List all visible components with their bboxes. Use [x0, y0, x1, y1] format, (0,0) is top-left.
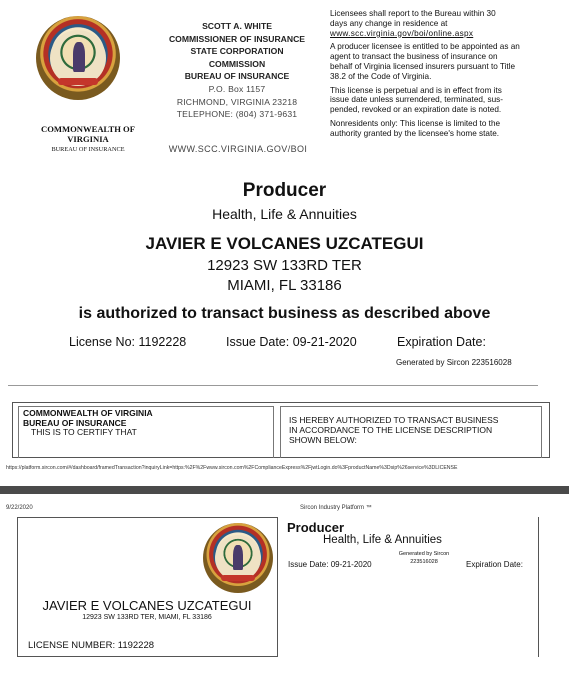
po-box: P.O. Box 1157 — [208, 83, 266, 94]
bureau-name: BUREAU OF INSURANCE — [184, 71, 290, 82]
commissioner-name: SCOTT A. WHITE — [202, 21, 272, 31]
card-license-type: Producer — [287, 520, 345, 535]
license-type: Producer — [242, 180, 327, 201]
generated-by: Generated by Sircon 223516028 — [396, 358, 512, 367]
expiration-date: Expiration Date: — [397, 335, 486, 349]
card-license-number: LICENSE NUMBER: 1192228 — [28, 640, 155, 651]
commissioner-title: COMMISSIONER OF INSURANCE — [168, 33, 306, 44]
certificate-left: COMMONWEALTH OF VIRGINIA BUREAU OF INSURANCE THIS IS TO CERTIFY THAT — [18, 406, 274, 458]
licensee-address1: 12923 SW 133RD TER — [207, 257, 362, 274]
virginia-seal-logo — [36, 16, 120, 100]
city: RICHMOND, VIRGINIA 23218 — [176, 96, 298, 107]
card-issue-date: Issue Date: 09-21-2020 — [288, 560, 372, 569]
page-break-band — [0, 486, 569, 494]
license-number: License No: 1192228 — [69, 335, 187, 349]
divider — [8, 385, 538, 386]
print-platform: Sircon Industry Platform ™ — [300, 505, 372, 511]
authorized-statement: is authorized to transact business as described above — [78, 305, 491, 322]
bureau-small-label: BUREAU OF INSURANCE — [51, 146, 125, 153]
print-date: 9/22/2020 — [6, 505, 33, 511]
notices: Licensees shall report to the Bureau within 30 days any change in residence at www.scc.virginia.gov/boi/online.aspx A producer licensee is entitled to be appointed as an agent to transact the business of insurance on behalf of Virginia licensed insurers pursuant to Title 38.2 of the Code of Virginia. This license is perpetual and is in effect from its issue date unless surrendered, terminated, sus- pended, revoked or an expiration date is noted. Nonresidents only: This license is limited to the authority granted by the licensee's home state. — [330, 9, 566, 139]
phone: TELEPHONE: (804) 371-9631 — [176, 109, 298, 120]
licensee-name: JAVIER E VOLCANES UZCATEGUI — [145, 234, 424, 253]
card-licensee-name: JAVIER E VOLCANES UZCATEGUI — [42, 598, 252, 613]
commission-info — [152, 20, 322, 121]
state-title: COMMONWEALTH OF VIRGINIA — [41, 124, 135, 144]
print-footer-url[interactable]: https://platform.sircon.com/#/dashboard/framedTransaction?inquiryLink=https:%2F%2Fwww.sircon.com%2FComplianceExpress%2FjwtLogin.do%3FproductName%3Dsip%26service%3DLICENSE — [6, 465, 458, 471]
online-notice-link[interactable]: www.scc.virginia.gov/boi/online.aspx — [330, 28, 474, 38]
license-lines: Health, Life & Annuities — [212, 206, 357, 222]
scc-line1: STATE CORPORATION — [190, 46, 284, 57]
website-link[interactable]: WWW.SCC.VIRGINIA.GOV/BOI — [168, 144, 308, 154]
card-licensee-address: 12923 SW 133RD TER, MIAMI, FL 33186 — [82, 614, 212, 621]
scc-line2: COMMISSION — [208, 58, 266, 69]
card-generated-by: Generated by Sircon 223516028 — [398, 551, 450, 565]
card-expiration-date: Expiration Date: — [466, 560, 523, 569]
card-license-lines: Health, Life & Annuities — [323, 534, 442, 546]
card-seal-logo — [203, 523, 273, 593]
licensee-address2: MIAMI, FL 33186 — [227, 277, 342, 294]
certificate-right: IS HEREBY AUTHORIZED TO TRANSACT BUSINESS IN ACCORDANCE TO THE LICENSE DESCRIPTION SHOWN BELOW: — [280, 406, 542, 458]
issue-date: Issue Date: 09-21-2020 — [226, 335, 357, 349]
